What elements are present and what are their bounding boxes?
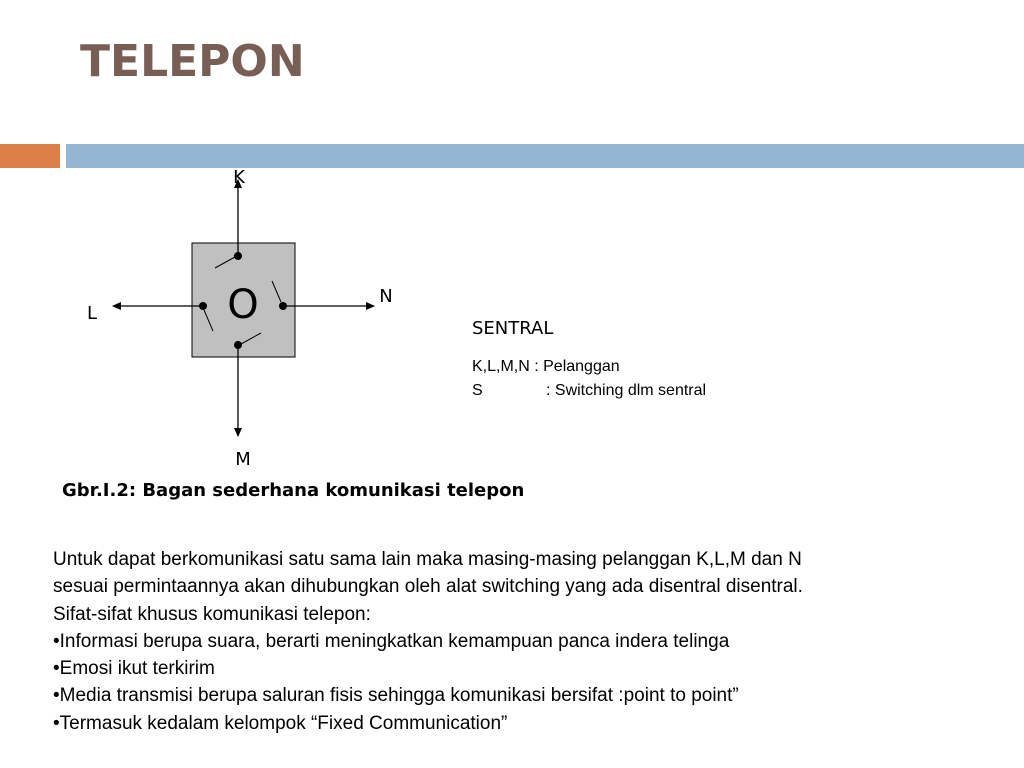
contact-top	[234, 252, 242, 260]
bullet-item: •Media transmisi berupa saluran fisis sehingga komunikasi bersifat :point to point”	[53, 685, 739, 707]
node-l-label: L	[86, 303, 98, 324]
legend-row-subscribers	[472, 358, 620, 376]
contact-bottom	[234, 341, 242, 349]
node-k-label: K	[233, 167, 245, 188]
legend-desc: : Switching dlm sentral	[546, 382, 707, 399]
legend-key: S	[472, 382, 483, 399]
node-m-label: M	[235, 449, 251, 470]
contact-left	[199, 302, 207, 310]
slide-title: TELEPON	[80, 36, 305, 87]
paragraph-line: Sifat-sifat khusus komunikasi telepon:	[53, 603, 371, 625]
legend-desc: : Pelanggan	[529, 358, 620, 375]
legend-row-switch	[472, 382, 706, 400]
node-n-label: N	[379, 286, 393, 307]
bullet-item: •Termasuk kedalam kelompok “Fixed Communication”	[53, 712, 508, 734]
legend-title: SENTRAL	[472, 318, 554, 339]
bullet-item: •Informasi berupa suara, berarti meningkatkan kemampuan panca indera telinga	[53, 630, 730, 652]
paragraph-line: Untuk dapat berkomunikasi satu sama lain maka masing-masing pelanggan K,L,M dan N	[53, 549, 802, 570]
figure-caption: Gbr.I.2: Bagan sederhana komunikasi telepon	[62, 480, 525, 501]
contact-right	[279, 302, 287, 310]
body-text	[53, 546, 1013, 737]
legend-key: K,L,M,N	[472, 358, 530, 375]
bullet-item: •Emosi ikut terkirim	[53, 658, 215, 680]
paragraph-line: sesuai permintaannya akan dihubungkan oleh alat switching yang ada disentral disentral.	[53, 576, 803, 598]
center-label: O	[227, 282, 259, 328]
